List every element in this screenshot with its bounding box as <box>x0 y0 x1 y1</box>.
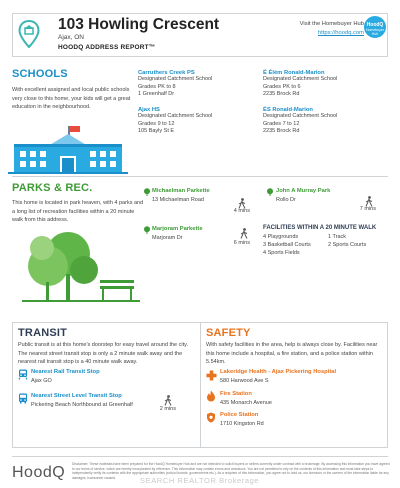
school-name: Ajax HS <box>138 107 160 113</box>
fire-icon <box>206 390 216 402</box>
transit-title: TRANSIT <box>18 327 68 339</box>
school-grades: Grades PK to 6 <box>263 83 301 90</box>
tree-icon <box>266 188 274 196</box>
brokerage-watermark: SEARCH REALTOR Brokerage <box>140 476 260 485</box>
walking-icon <box>164 395 172 406</box>
park-address: Rollo Dr <box>276 197 296 203</box>
train-icon <box>18 369 28 380</box>
report-label: HOODQ ADDRESS REPORT™ <box>58 44 156 51</box>
safety-item-address: 435 Monarch Avenue <box>220 400 272 406</box>
safety-item-name[interactable]: Fire Station <box>220 391 252 397</box>
rail-transit-title: Nearest Rail Transit Stop <box>31 369 100 375</box>
park-name[interactable]: Marjoram Parkette <box>152 226 203 232</box>
facility-item: 4 Playgrounds <box>263 234 299 240</box>
school-name: É Élém Ronald-Marion <box>263 70 325 76</box>
disclaimer-text: Disclaimer: These materials have been prepared for the HoodQ Homebuyer Hub and are not intended to solicit buyers or sellers currently under contract with a brokerage. By accessing this information you have agreed to our terms of service, which are hereby incorporated by reference. This information may contain errors and omissions. You are not permitted to rely on the contents of this information and must take steps to independently verify its contents with the appropriate authorities (school boards, governments etc.). As a recipient of this information, you agree not to hold us, our licensors or the owners of the information liable for any damages, howsoever caused. <box>72 462 390 480</box>
hoodq-link[interactable]: https://hoodq.com <box>317 30 364 36</box>
tree-icon <box>143 188 151 196</box>
park-walk-time: 4 mins <box>233 208 250 214</box>
bus-icon <box>18 393 28 404</box>
walking-icon <box>240 228 248 239</box>
safety-item-address: 580 Harwood Ave S <box>220 378 269 384</box>
facility-item: 4 Sports Fields <box>263 250 300 256</box>
school-item[interactable] <box>263 70 337 99</box>
safety-description: With safety facilities in the area, help is always close by. Facilities near this home include a hospital, a fire station, and a police station within 5.54km. <box>206 342 378 365</box>
park-walk-time: 7 mins <box>359 206 376 212</box>
parks-title: PARKS & REC. <box>12 182 93 194</box>
parks-description: This home is located in park heaven, with 4 parks and a long list of recreation facilities within a 20 minute walk from this address. <box>12 200 144 223</box>
park-trees-icon <box>22 232 140 304</box>
school-type: Designated Catchment School <box>263 76 338 82</box>
facility-item: 3 Basketball Courts <box>263 242 311 248</box>
safety-item-address: 1710 Kingston Rd <box>220 421 264 427</box>
section-divider <box>12 176 388 177</box>
footer-logo: HoodQ <box>12 464 66 481</box>
safety-item-name[interactable]: Police Station <box>220 412 259 418</box>
hoodq-logo: HoodQ Homebuyer Hub <box>364 16 386 38</box>
transit-description: Public transit is at this home's doorstep for easy travel around the city. The nearest street transit stop is only a 2 minute walk away and the nearest rail transit stop is a 40 minute walk away. <box>18 342 189 365</box>
safety-title: SAFETY <box>206 327 251 339</box>
park-address: Marjoram Dr <box>152 235 183 241</box>
tree-icon <box>143 226 151 234</box>
facility-item: 2 Sports Courts <box>328 242 367 248</box>
schools-title: SCHOOLS <box>12 68 68 80</box>
school-grades: Grades PK to 8 <box>138 83 176 90</box>
school-address: 1 Greenhalf Dr <box>138 91 175 97</box>
safety-item-name[interactable]: Lakeridge Health - Ajax Pickering Hospital <box>220 369 337 375</box>
footer-divider <box>12 456 388 457</box>
school-item[interactable] <box>263 107 337 136</box>
visit-hub-text: Visit the Homebuyer Hub <box>299 21 364 27</box>
column-divider <box>200 322 201 448</box>
school-grades: Grades 7 to 12 <box>263 120 300 127</box>
facility-item: 1 Track <box>328 234 347 240</box>
school-address: 2235 Brock Rd <box>263 91 300 97</box>
address-city: Ajax, ON <box>58 34 85 41</box>
rail-transit-stop[interactable]: Ajax GO <box>31 378 52 384</box>
school-name: ÉS Ronald-Marion <box>263 107 313 113</box>
school-building-icon <box>8 126 128 174</box>
school-item[interactable] <box>138 70 212 99</box>
park-name[interactable]: John A Murray Park <box>276 188 331 194</box>
page-title: 103 Howling Crescent <box>58 16 220 33</box>
park-name[interactable]: Michaelman Parkette <box>152 188 210 194</box>
school-name: Carruthers Creek PS <box>138 70 195 76</box>
school-address: 105 Bayly St E <box>138 128 175 134</box>
school-type: Designated Catchment School <box>138 113 213 119</box>
schools-description: With excellent assigned and local public schools very close to this home, your kids will get a great education in the neighbourhood. <box>12 87 131 110</box>
hospital-cross-icon <box>206 370 217 381</box>
park-walk-time: 6 mins <box>233 240 250 246</box>
school-type: Designated Catchment School <box>138 76 213 82</box>
police-badge-icon <box>206 412 216 423</box>
school-item[interactable] <box>138 107 212 136</box>
street-transit-walk: 2 mins <box>159 406 176 412</box>
school-grades: Grades 9 to 12 <box>138 120 175 127</box>
facilities-title: FACILITIES WITHIN A 20 MINUTE WALK <box>263 225 377 231</box>
school-address: 2235 Brock Rd <box>263 128 300 134</box>
park-address: 13 Michaelman Road <box>152 197 204 203</box>
street-transit-title: Nearest Street Level Transit Stop <box>31 393 122 399</box>
street-transit-stop[interactable]: Pickering Beach Northbound at Greenhalf <box>31 402 133 408</box>
home-pin-icon <box>18 20 40 48</box>
school-type: Designated Catchment School <box>263 113 338 119</box>
